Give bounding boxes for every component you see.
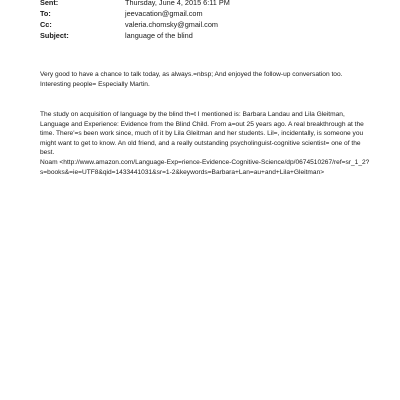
cc-value: valeria.chomsky@gmail.com bbox=[125, 20, 218, 29]
subject-row bbox=[40, 30, 380, 41]
sent-value: Thursday, June 4, 2015 6:11 PM bbox=[125, 0, 230, 7]
to-value: jeevacation@gmail.com bbox=[125, 9, 203, 18]
subject-value: language of the blind bbox=[125, 31, 193, 40]
cc-row bbox=[40, 19, 380, 30]
sent-row bbox=[40, 0, 380, 8]
to-label: To: bbox=[40, 9, 51, 18]
cc-label: Cc: bbox=[40, 20, 52, 29]
email-header bbox=[40, 0, 380, 41]
email-body-paragraph-2 bbox=[40, 110, 374, 158]
paragraph-text: The study on acquisition of language by the blind th=t I mentioned is: Barbara Landau and Lila Gleitman, Language and Experience: Evidence from the Blind Child. From a=out 25 years ago. A real breakthrough at the time. There'=s been work since, much of it by Lila Gleitman and her students. Lil=, incidentally, is someone you might want to get to know. An old friend, and a really outstanding psycholinguist-cognitive scientist= one of the best. bbox=[40, 111, 364, 157]
sent-label: Sent: bbox=[40, 0, 59, 7]
paragraph-text: Very good to have a chance to talk today, as always.=nbsp; And enjoyed the follow-up conversation too. Interesting people= Especially Martin. bbox=[40, 71, 343, 88]
subject-label: Subject: bbox=[40, 31, 69, 40]
email-body-paragraph-3 bbox=[40, 158, 374, 177]
email-body-paragraph-1 bbox=[40, 70, 374, 89]
to-row bbox=[40, 8, 380, 19]
signature-and-link: Noam <http://www.amazon.com/Language-Exp=rience-Evidence-Cognitive-Science/dp/0674510267/ref=sr_1_2?s=books&=ie=UTF8&qid=1433441031&sr=1-2&keywords=Barbara+Lan=au+and+Lila+Gleitman> bbox=[40, 159, 370, 176]
